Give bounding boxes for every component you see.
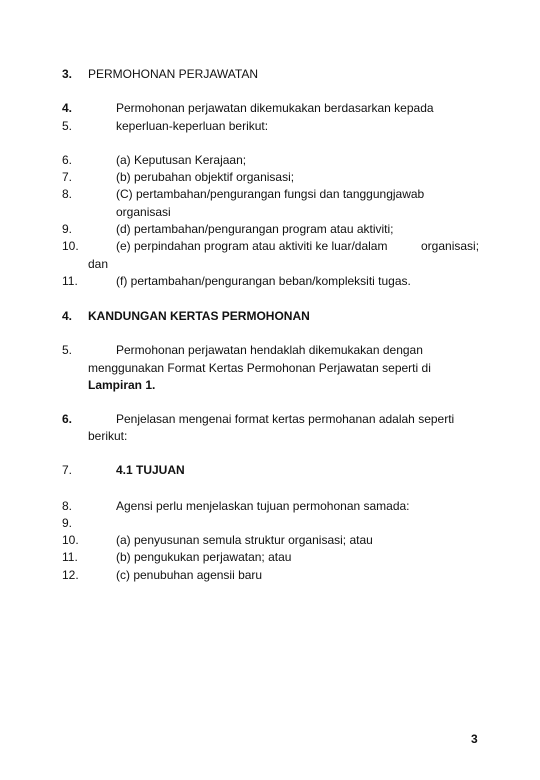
line-number: 6.: [62, 153, 73, 167]
paragraph-text-bold: Lampiran 1.: [88, 378, 156, 392]
list-item-continuation: dan: [88, 257, 109, 271]
line-number: 4.: [62, 101, 73, 115]
line-number: 11.: [62, 550, 78, 564]
line-number: 5.: [62, 119, 73, 133]
list-item-continuation: organisasi: [116, 205, 171, 219]
list-item: (b) pengukukan perjawatan; atau: [116, 550, 292, 564]
paragraph-text: Penjelasan mengenai format kertas permohanan adalah seperti: [116, 412, 455, 426]
line-number: 5.: [62, 343, 73, 357]
line-number: 9.: [62, 222, 73, 236]
paragraph-text: Agensi perlu menjelaskan tujuan permohonan samada:: [116, 499, 410, 513]
line-number: 6.: [62, 412, 73, 426]
list-item: (a) Keputusan Kerajaan;: [116, 153, 247, 167]
line-number: 9.: [62, 516, 73, 530]
list-item: (d) pertambahan/pengurangan program atau aktiviti;: [116, 222, 394, 236]
list-item: (b) perubahan objektif organisasi;: [116, 170, 295, 184]
paragraph-text: Permohonan perjawatan hendaklah dikemukakan dengan: [116, 343, 423, 357]
section-heading: PERMOHONAN PERJAWATAN: [88, 67, 259, 81]
list-item: (e) perpindahan program atau aktiviti ke luar/dalam: [116, 239, 388, 253]
section-heading: KANDUNGAN KERTAS PERMOHONAN: [88, 309, 310, 323]
subsection-heading: 4.1 TUJUAN: [116, 463, 185, 477]
line-number: 10.: [62, 533, 79, 547]
line-number: 7.: [62, 463, 73, 477]
paragraph-text: berikut:: [88, 429, 128, 443]
line-number: 3.: [62, 67, 73, 81]
paragraph-text: Permohonan perjawatan dikemukakan berdasarkan kepada: [116, 101, 434, 115]
list-item: (a) penyusunan semula struktur organisasi; atau: [116, 533, 373, 547]
list-item: (c) penubuhan agensii baru: [116, 568, 263, 582]
line-number: 11.: [62, 274, 78, 288]
list-item: (C) pertambahan/pengurangan fungsi dan tanggungjawab: [116, 187, 425, 201]
line-number: 12.: [62, 568, 79, 582]
list-item: (f) pertambahan/pengurangan beban/kompleksiti tugas.: [116, 274, 411, 288]
line-number: 10.: [62, 239, 79, 253]
paragraph-text: menggunakan Format Kertas Permohonan Perjawatan seperti di: [88, 361, 431, 375]
list-item-tail: organisasi;: [421, 239, 480, 253]
page-number: 3: [471, 732, 478, 746]
line-number: 7.: [62, 170, 73, 184]
line-number: 8.: [62, 499, 73, 513]
paragraph-text: keperluan-keperluan berikut:: [116, 119, 269, 133]
line-number: 4.: [62, 309, 73, 323]
line-number: 8.: [62, 187, 73, 201]
